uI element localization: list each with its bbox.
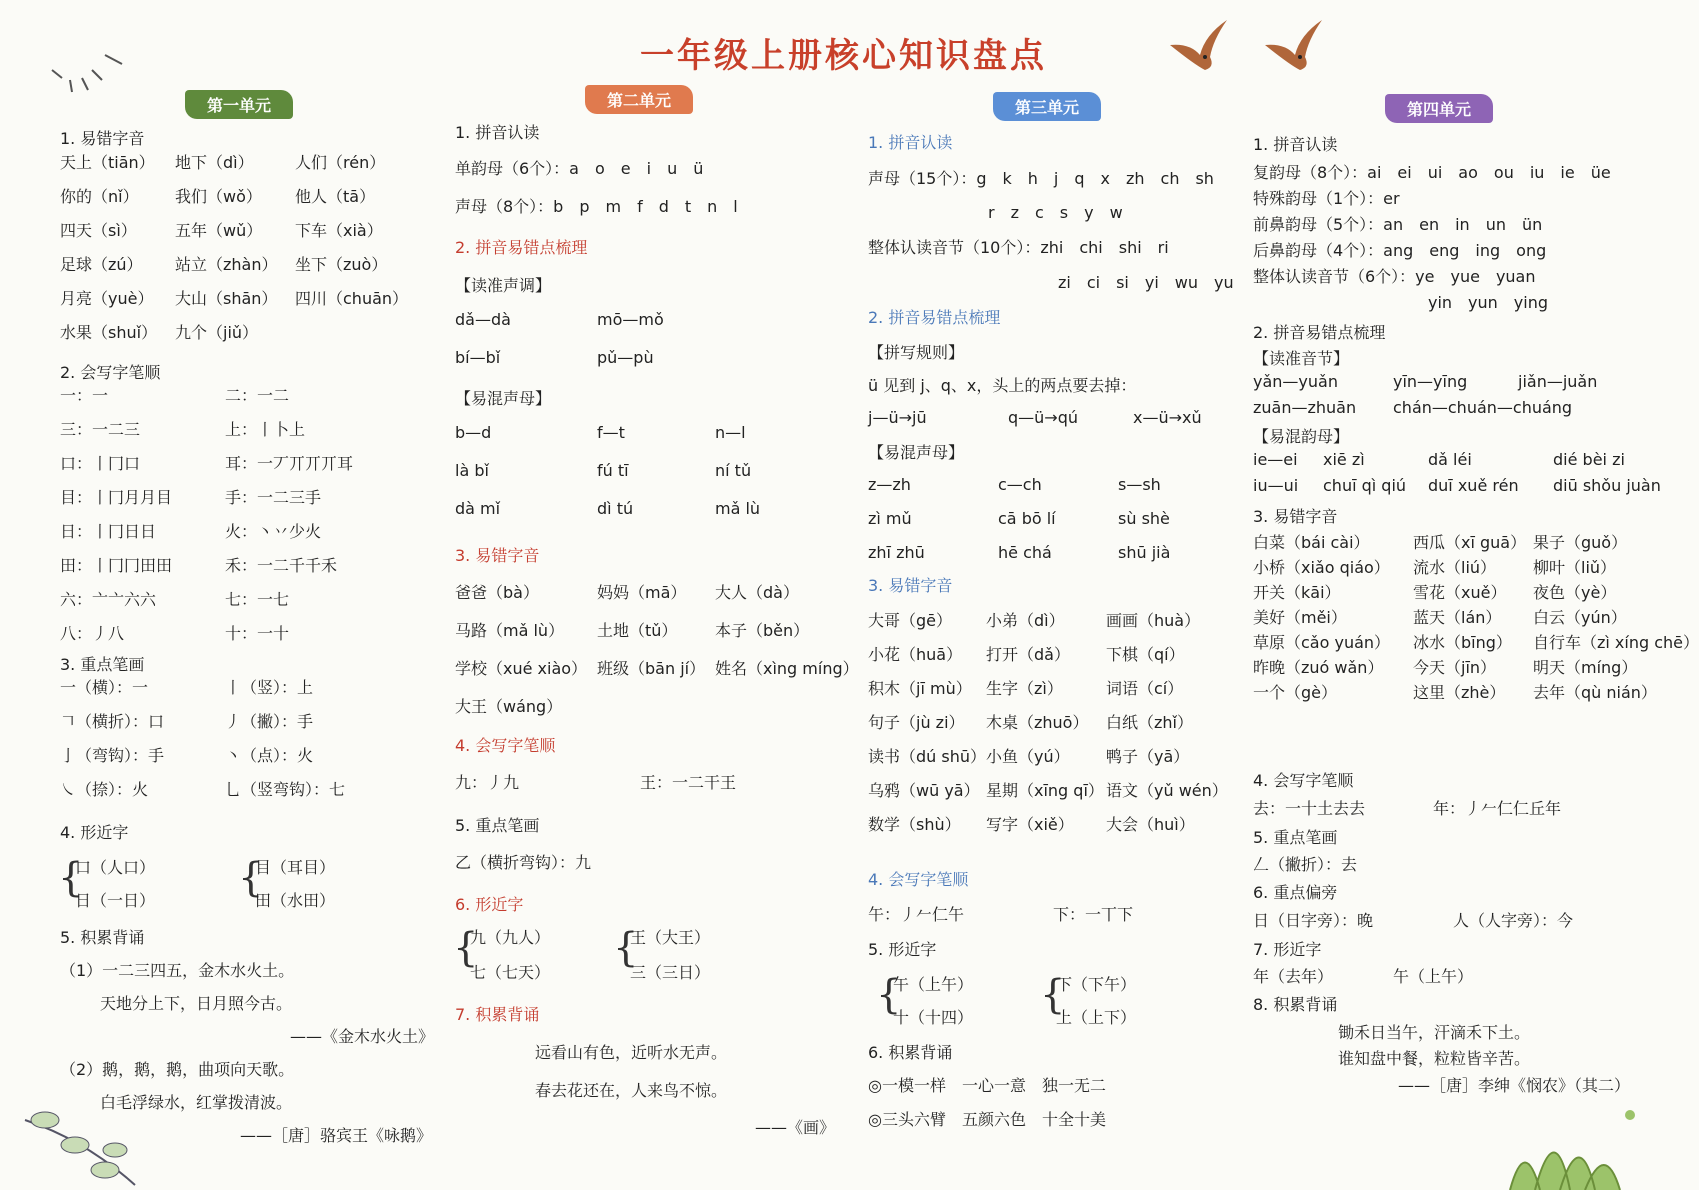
- pinyin-word: 美好（měi）: [1253, 608, 1347, 627]
- mix-item: cā bō lí: [998, 509, 1056, 528]
- key-stroke: 𠃍（横折）：口: [60, 712, 165, 731]
- pinyin-word: 站立（zhàn）: [175, 255, 278, 274]
- section-title: 3. 重点笔画: [60, 655, 145, 674]
- pinyin-line: zi ci si yi wu yu: [1058, 273, 1234, 292]
- section-title: 8. 积累背诵: [1253, 995, 1338, 1014]
- rule-example: q—ü→qú: [1008, 408, 1078, 427]
- stroke-order: 去：一十土去去: [1253, 799, 1366, 818]
- pinyin-word: 人们（rén）: [295, 153, 386, 172]
- section-title: 5. 积累背诵: [60, 928, 145, 947]
- stroke-order: 王：一二干王: [640, 773, 737, 792]
- syllable-pair: chán—chuán—chuáng: [1393, 398, 1573, 417]
- pinyin-word: 九个（jiǔ）: [175, 323, 259, 342]
- section-title: 4. 形近字: [60, 823, 129, 842]
- stroke-order: 八：丿八: [60, 624, 125, 643]
- key-stroke: 丨（竖）：上: [225, 678, 314, 697]
- stroke-order: 田：丨冂冂田田: [60, 556, 173, 575]
- bracket-label: 【读准声调】: [455, 276, 552, 295]
- pinyin-word: 白纸（zhǐ）: [1106, 713, 1193, 732]
- mix-item: chuī qì qiú: [1323, 476, 1407, 495]
- section-title: 2. 拼音易错点梳理: [868, 308, 1001, 327]
- section-title: 1. 拼音认读: [1253, 135, 1338, 154]
- stroke-order: 三：一二三: [60, 420, 141, 439]
- mix-item: dì tú: [597, 499, 634, 518]
- pinyin-word: 四川（chuān）: [295, 289, 409, 308]
- key-stroke: 乚（竖弯钩）：七: [225, 780, 346, 799]
- unit3-tag: 第三单元: [993, 92, 1101, 121]
- key-stroke: 𠃋（撇折）：去: [1253, 855, 1358, 874]
- stroke-order: 火：丶丷少火: [225, 522, 322, 541]
- mix-item: dié bèi zi: [1553, 450, 1625, 469]
- section-title: 1. 拼音认读: [868, 133, 953, 152]
- pinyin-word: 下车（xià）: [295, 221, 383, 240]
- syllable-pair: zuān—zhuān: [1253, 398, 1357, 417]
- poem-line: 锄禾日当午，汗滴禾下土。: [1338, 1023, 1531, 1042]
- section-title: 5. 重点笔画: [455, 816, 540, 835]
- bracket-label: 【易混声母】: [455, 389, 552, 408]
- mix-item: dà mǐ: [455, 499, 501, 518]
- pinyin-word: 小弟（dì）: [986, 611, 1065, 630]
- swallow-icon: [1165, 15, 1235, 75]
- sun-rays-decoration: [50, 50, 130, 100]
- poem-source: ——［唐］李绅《悯农》（其二）: [1398, 1076, 1631, 1095]
- mix-item: c—ch: [998, 475, 1042, 494]
- tone-pair: bí—bǐ: [455, 348, 501, 367]
- section-title: 6. 形近字: [455, 895, 524, 914]
- similar-char: 七（七天）: [470, 963, 551, 982]
- unit2-tag: 第二单元: [585, 85, 693, 114]
- leaf-decoration: [15, 1100, 145, 1190]
- pinyin-word: 白菜（bái cài）: [1253, 533, 1370, 552]
- pinyin-word: 蓝天（lán）: [1413, 608, 1502, 627]
- radical-item: 日（日字旁）：晚: [1253, 911, 1374, 930]
- pinyin-word: 大王（wáng）: [455, 697, 563, 716]
- stroke-order: 午：丿𠂉仁午: [868, 905, 965, 924]
- bracket-label: 【易混韵母】: [1253, 427, 1350, 446]
- section-title: 6. 积累背诵: [868, 1043, 953, 1062]
- key-stroke: 一（横）：一: [60, 678, 149, 697]
- pinyin-word: 班级（bān jí）: [597, 659, 706, 678]
- pinyin-word: 下棋（qí）: [1106, 645, 1185, 664]
- similar-char: 三（三日）: [630, 963, 711, 982]
- tone-pair: dǎ—dà: [455, 310, 511, 329]
- pinyin-word: 马路（mǎ lù）: [455, 621, 565, 640]
- pinyin-line: 单韵母（6个）：a o e i u ü: [455, 159, 704, 178]
- pinyin-line: 前鼻韵母（5个）：an en in un ün: [1253, 215, 1543, 234]
- pinyin-word: 果子（guǒ）: [1533, 533, 1628, 552]
- stroke-order: 禾：一二千千禾: [225, 556, 338, 575]
- pinyin-word: 流水（liú）: [1413, 558, 1497, 577]
- stroke-order: 七：一七: [225, 590, 290, 609]
- key-stroke: 丿（撇）：手: [225, 712, 314, 731]
- pinyin-word: 学校（xué xiào）: [455, 659, 588, 678]
- pinyin-word: 大会（huì）: [1106, 815, 1195, 834]
- section-title: 6. 重点偏旁: [1253, 883, 1338, 902]
- pinyin-word: 姓名（xìng míng）: [715, 659, 859, 678]
- similar-char: 十（十四）: [893, 1008, 974, 1027]
- pinyin-word: 妈妈（mā）: [597, 583, 687, 602]
- pinyin-word: 大人（dà）: [715, 583, 799, 602]
- stroke-order: 耳：一丆丌丌丌耳: [225, 454, 354, 473]
- mix-item: dǎ léi: [1428, 450, 1472, 469]
- section-title: 1. 拼音认读: [455, 123, 540, 142]
- stroke-order: 一：一: [60, 386, 109, 405]
- pinyin-word: 小桥（xiǎo qiáo）: [1253, 558, 1390, 577]
- syllable-pair: yīn—yīng: [1393, 372, 1468, 391]
- bracket-label: 【易混声母】: [868, 443, 965, 462]
- mix-item: s—sh: [1118, 475, 1161, 494]
- section-title: 4. 会写字笔顺: [868, 870, 969, 889]
- tone-pair: mō—mǒ: [597, 310, 664, 329]
- pinyin-word: 词语（cí）: [1106, 679, 1184, 698]
- similar-char: 午（上午）: [1393, 967, 1474, 986]
- mix-item: ie—ei: [1253, 450, 1298, 469]
- mix-item: duī xuě rén: [1428, 476, 1519, 495]
- similar-char: 目（耳目）: [255, 858, 336, 877]
- similar-char: 午（上午）: [893, 975, 974, 994]
- grass-decoration: [1500, 1095, 1650, 1190]
- pinyin-word: 一个（gè）: [1253, 683, 1338, 702]
- poem-source: ——《金木水火土》: [290, 1027, 435, 1046]
- pinyin-word: 坐下（zuò）: [295, 255, 388, 274]
- pinyin-word: 木桌（zhuō）: [986, 713, 1089, 732]
- mix-item: f—t: [597, 423, 625, 442]
- radical-item: 人（人字旁）：今: [1453, 911, 1574, 930]
- poem-line: 谁知盘中餐，粒粒皆辛苦。: [1338, 1049, 1531, 1068]
- swallow-icon: [1260, 15, 1330, 75]
- pinyin-word: 写字（xiě）: [986, 815, 1074, 834]
- mix-item: shū jià: [1118, 543, 1171, 562]
- rule-example: x—ü→xǔ: [1133, 408, 1202, 427]
- pinyin-word: 乌鸦（wū yā）: [868, 781, 980, 800]
- section-title: 7. 形近字: [1253, 940, 1322, 959]
- pinyin-word: 去年（qù nián）: [1533, 683, 1657, 702]
- idiom-line: ◎一模一样 一心一意 独一无二: [868, 1076, 1106, 1095]
- pinyin-word: 生字（zì）: [986, 679, 1063, 698]
- mix-item: fú tī: [597, 461, 629, 480]
- pinyin-word: 这里（zhè）: [1413, 683, 1506, 702]
- bracket-label: 【拼写规则】: [868, 343, 965, 362]
- pinyin-word: 他人（tā）: [295, 187, 376, 206]
- stroke-order: 上：丨卜上: [225, 420, 306, 439]
- pinyin-word: 足球（zú）: [60, 255, 143, 274]
- stroke-order: 十：一十: [225, 624, 290, 643]
- page-title: 一年级上册核心知识盘点: [640, 36, 1047, 76]
- section-title: 4. 会写字笔顺: [455, 736, 556, 755]
- stroke-order: 九：丿九: [455, 773, 520, 792]
- pinyin-line: 特殊韵母（1个）：er: [1253, 189, 1400, 208]
- pinyin-word: 夜色（yè）: [1533, 583, 1617, 602]
- tone-pair: pǔ—pù: [597, 348, 654, 367]
- stroke-order: 日：丨冂日日: [60, 522, 157, 541]
- similar-char: 田（水田）: [255, 891, 336, 910]
- pinyin-word: 鸭子（yā）: [1106, 747, 1190, 766]
- mix-item: zhī zhū: [868, 543, 925, 562]
- pinyin-word: 大哥（gē）: [868, 611, 953, 630]
- mix-item: xiē zì: [1323, 450, 1365, 469]
- poem-line: 春去花还在，人来鸟不惊。: [535, 1081, 728, 1100]
- section-title: 1. 易错字音: [60, 129, 145, 148]
- section-title: 7. 积累背诵: [455, 1005, 540, 1024]
- mix-item: mǎ lù: [715, 499, 761, 518]
- pinyin-line: yin yun ying: [1428, 293, 1549, 312]
- pinyin-line: 整体认读音节（6个）：ye yue yuan: [1253, 267, 1536, 286]
- section-title: 4. 会写字笔顺: [1253, 771, 1354, 790]
- pinyin-line: 声母（15个）：g k h j q x zh ch sh: [868, 169, 1214, 188]
- pinyin-word: 数学（shù）: [868, 815, 961, 834]
- poem-line: （1）一二三四五，金木水火土。: [60, 961, 295, 980]
- key-stroke: 丶（点）：火: [225, 746, 314, 765]
- pinyin-line: 后鼻韵母（4个）：ang eng ing ong: [1253, 241, 1547, 260]
- pinyin-line: 整体认读音节（10个）：zhi chi shi ri: [868, 238, 1169, 257]
- stroke-order: 六：亠亠六六: [60, 590, 157, 609]
- pinyin-word: 大山（shān）: [175, 289, 278, 308]
- rule-example: j—ü→jū: [868, 408, 927, 427]
- mix-item: b—d: [455, 423, 492, 442]
- stroke-order: 手：一二三手: [225, 488, 322, 507]
- similar-char: 上（上下）: [1056, 1008, 1137, 1027]
- section-title: 5. 重点笔画: [1253, 828, 1338, 847]
- pinyin-word: 水果（shuǐ）: [60, 323, 158, 342]
- section-title: 3. 易错字音: [868, 576, 953, 595]
- pinyin-word: 画画（huà）: [1106, 611, 1201, 630]
- mix-item: là bǐ: [455, 461, 489, 480]
- pinyin-word: 白云（yún）: [1533, 608, 1627, 627]
- pinyin-line: 复韵母（8个）：ai ei ui ao ou iu ie üe: [1253, 163, 1611, 182]
- pinyin-word: 语文（yǔ wén）: [1106, 781, 1228, 800]
- key-stroke: 乙（横折弯钩）：九: [455, 853, 592, 872]
- similar-char: 年（去年）: [1253, 967, 1334, 986]
- pinyin-word: 句子（jù zi）: [868, 713, 965, 732]
- mix-item: hē chá: [998, 543, 1052, 562]
- pinyin-word: 柳叶（liǔ）: [1533, 558, 1617, 577]
- pinyin-word: 小鱼（yú）: [986, 747, 1070, 766]
- section-title: 2. 会写字笔顺: [60, 363, 161, 382]
- section-title: 3. 易错字音: [1253, 507, 1338, 526]
- pinyin-word: 草原（cǎo yuán）: [1253, 633, 1391, 652]
- pinyin-word: 西瓜（xī guā）: [1413, 533, 1527, 552]
- mix-item: ní tǔ: [715, 461, 752, 480]
- similar-char: 下（下午）: [1056, 975, 1137, 994]
- mix-item: n—l: [715, 423, 746, 442]
- mix-item: iu—ui: [1253, 476, 1299, 495]
- poem-source: ——《画》: [755, 1118, 836, 1137]
- pinyin-word: 读书（dú shū）: [868, 747, 987, 766]
- pinyin-word: 爸爸（bà）: [455, 583, 539, 602]
- mix-item: diū shǒu juàn: [1553, 476, 1661, 495]
- pinyin-word: 今天（jīn）: [1413, 658, 1497, 677]
- pinyin-word: 月亮（yuè）: [60, 289, 154, 308]
- key-stroke: 亅（弯钩）：手: [60, 746, 165, 765]
- mix-item: z—zh: [868, 475, 911, 494]
- unit4-tag: 第四单元: [1385, 94, 1493, 123]
- pinyin-word: 土地（tǔ）: [597, 621, 678, 640]
- pinyin-word: 积木（jī mù）: [868, 679, 972, 698]
- pinyin-word: 四天（sì）: [60, 221, 137, 240]
- pinyin-word: 星期（xīng qī）: [986, 781, 1104, 800]
- idiom-line: ◎三头六臂 五颜六色 十全十美: [868, 1110, 1106, 1129]
- similar-char: 日（一日）: [75, 891, 156, 910]
- poem-line: 白毛浮绿水，红掌拨清波。: [100, 1093, 293, 1112]
- pinyin-word: 你的（nǐ）: [60, 187, 139, 206]
- pinyin-word: 五年（wǔ）: [175, 221, 263, 240]
- syllable-pair: yǎn—yuǎn: [1253, 372, 1338, 391]
- section-title: 2. 拼音易错点梳理: [455, 238, 588, 257]
- similar-char: 口（人口）: [75, 858, 156, 877]
- pinyin-word: 雪花（xuě）: [1413, 583, 1507, 602]
- stroke-order: 口：丨冂口: [60, 454, 141, 473]
- pinyin-word: 冰水（bīng）: [1413, 633, 1512, 652]
- section-title: 2. 拼音易错点梳理: [1253, 323, 1386, 342]
- similar-char: 九（九人）: [470, 928, 551, 947]
- section-title: 5. 形近字: [868, 940, 937, 959]
- pinyin-word: 开关（kāi）: [1253, 583, 1341, 602]
- rule-text: ü 见到 j、q、x，头上的两点要去掉：: [868, 376, 1137, 395]
- mix-item: zì mǔ: [868, 509, 912, 528]
- section-title: 3. 易错字音: [455, 546, 540, 565]
- pinyin-word: 我们（wǒ）: [175, 187, 262, 206]
- pinyin-word: 天上（tiān）: [60, 153, 155, 172]
- pinyin-word: 地下（dì）: [175, 153, 254, 172]
- poem-line: 天地分上下，日月照今古。: [100, 994, 293, 1013]
- bracket-label: 【读准音节】: [1253, 349, 1350, 368]
- syllable-pair: jiǎn—juǎn: [1518, 372, 1598, 391]
- pinyin-word: 明天（míng）: [1533, 658, 1638, 677]
- poem-source: ——［唐］骆宾王《咏鹅》: [240, 1126, 433, 1145]
- stroke-order: 下：一丅下: [1053, 905, 1134, 924]
- stroke-order: 年：丿𠂉仁仁丘年: [1433, 799, 1562, 818]
- mix-item: sù shè: [1118, 509, 1170, 528]
- similar-char: 王（大王）: [630, 928, 711, 947]
- poem-line: （2）鹅，鹅，鹅，曲项向天歌。: [60, 1060, 295, 1079]
- poem-line: 远看山有色，近听水无声。: [535, 1043, 728, 1062]
- pinyin-word: 打开（dǎ）: [986, 645, 1070, 664]
- pinyin-word: 本子（běn）: [715, 621, 810, 640]
- pinyin-line: r z c s y w: [988, 203, 1123, 222]
- pinyin-line: 声母（8个）：b p m f d t n l: [455, 197, 738, 216]
- pinyin-word: 自行车（zì xíng chē）: [1533, 633, 1699, 652]
- pinyin-word: 昨晚（zuó wǎn）: [1253, 658, 1384, 677]
- pinyin-word: 小花（huā）: [868, 645, 963, 664]
- stroke-order: 目：丨冂月月目: [60, 488, 173, 507]
- stroke-order: 二：一二: [225, 386, 290, 405]
- unit1-tag: 第一单元: [185, 90, 293, 119]
- key-stroke: ㇏（捺）：火: [60, 780, 149, 799]
